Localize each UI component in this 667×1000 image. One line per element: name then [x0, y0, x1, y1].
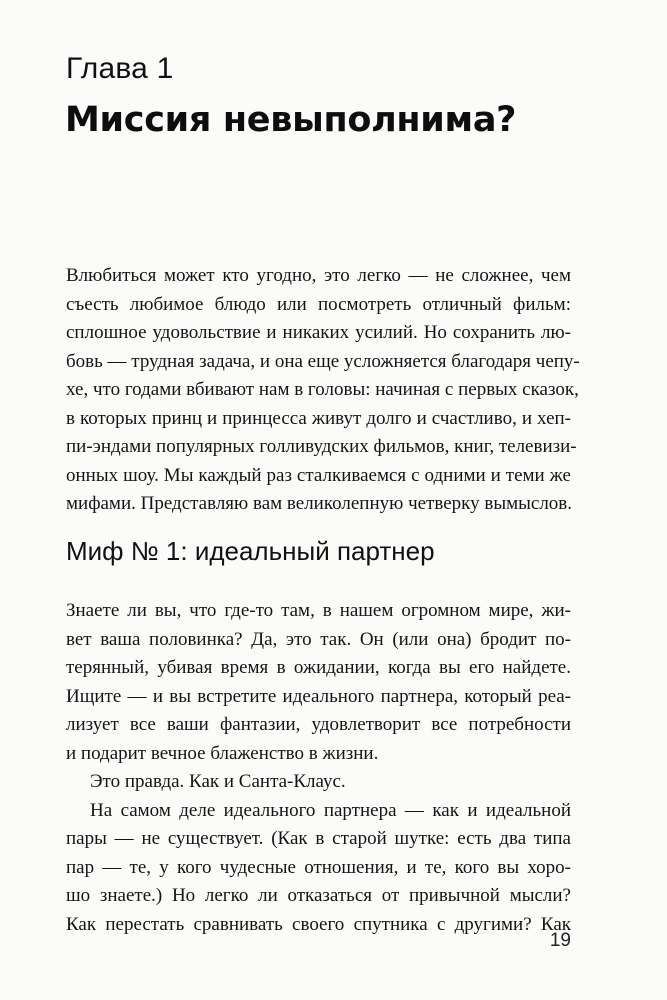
text-line: вет ваша половинка? Да, это так. Он (или она) бродит по-: [66, 628, 571, 650]
text-line: съесть любимое блюдо или посмотреть отличный фильм:: [66, 293, 571, 315]
text-line: Влюбиться может кто угодно, это легко — не сложнее, чем: [66, 265, 571, 286]
text-line: в которых принц и принцесса живут долго и счастливо, и хеп-: [66, 407, 571, 429]
text-line: онных шоу. Мы каждый раз сталкиваемся с одними и теми же: [66, 464, 571, 486]
text-line: пар — те, у кого чудесные отношения, и те, кого вы хоро-: [66, 856, 571, 878]
text-line: шо знаете.) Но легко ли отказаться от привычной мысли?: [66, 885, 571, 906]
text-line: терянный, убивая время в ожидании, когда вы его найдете.: [66, 657, 571, 678]
page-number: 19: [549, 930, 571, 951]
intro-paragraph: [66, 262, 580, 519]
text-line: пи-эндами популярных голливудских фильмов, книг, телевизи-: [66, 436, 577, 457]
text-line: Ищите — и вы встретите идеального партнера, который реа-: [66, 685, 571, 707]
section-heading: Миф № 1: идеальный партнер: [66, 536, 435, 566]
chapter-label: Глава 1: [66, 52, 174, 85]
text-line: Как перестать сравнивать своего спутника с другими? Как: [66, 913, 571, 935]
text-line: пары — не существует. (Как в старой шутке: есть два типа: [66, 828, 571, 849]
chapter-title: Миссия невыполнима?: [65, 100, 517, 140]
text-line: сплошное удовольствие и никаких усилий. Но сохранить лю-: [66, 322, 571, 343]
text-line: Знаете ли вы, что где-то там, в нашем огромном мире, жи-: [66, 600, 571, 621]
text-line: хе, что годами вбивают нам в головы: начиная с первых сказок,: [66, 379, 579, 400]
text-line: мифами. Представляю вам великолепную четверку вымыслов.: [66, 493, 573, 514]
myth-paragraph-2: [66, 768, 571, 797]
text-line: Это правда. Как и Санта-Клаус.: [90, 771, 346, 792]
myth-paragraph-1: [66, 597, 571, 768]
text-line: На самом деле идеального партнера — как и идеальной: [90, 799, 571, 821]
text-line: и подарит вечное блаженство в жизни.: [66, 742, 379, 764]
text-line: лизует все ваши фантазии, удовлетворит все потребности: [66, 714, 571, 735]
text-line: бовь — трудная задача, и она еще усложняется благодаря чепу-: [66, 350, 580, 372]
myth-paragraph-3: [66, 797, 571, 940]
